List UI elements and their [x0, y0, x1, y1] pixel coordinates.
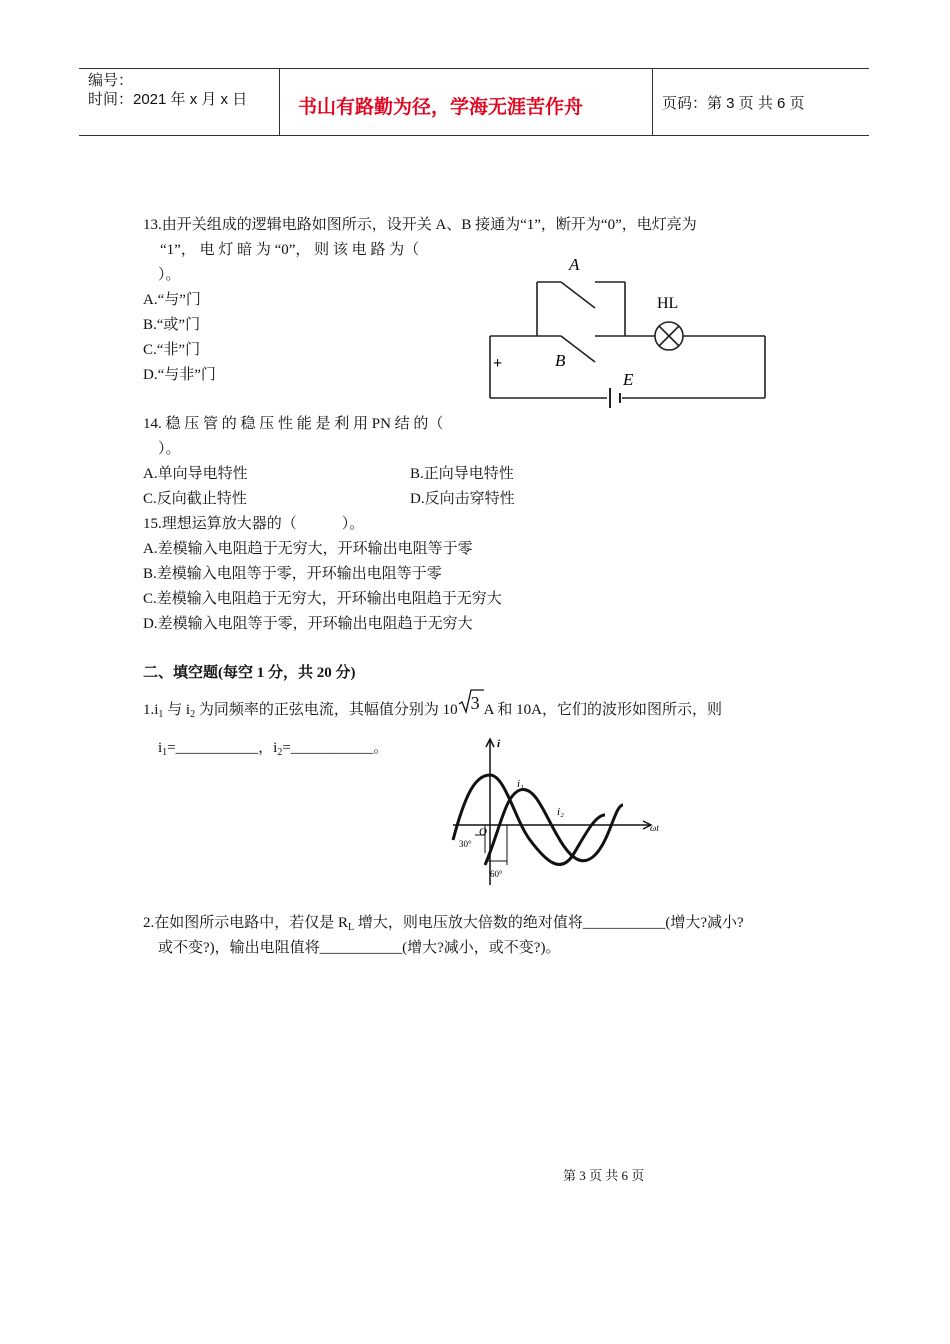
fill1-fig-axis-wt: ωt: [650, 823, 659, 833]
fill1-fig-angle-60: 60°: [490, 869, 503, 879]
q14-option-b: B.正向导电特性: [410, 466, 514, 482]
fill1-stem-mid2: 为同频率的正弦电流，其幅值分别为 10: [195, 702, 458, 718]
q13-fig-label-hl: HL: [657, 295, 679, 312]
fill1-fig-angle-30: 30°: [459, 839, 472, 849]
q13-stem-line2: “1”， 电 灯 暗 为 “0”， 则 该 电 路 为（: [160, 242, 420, 258]
fill1-answer-line: [158, 738, 388, 763]
fill1-waveform-diagram: [445, 735, 675, 890]
fill2-line1-post: 增大，则电压放大倍数的绝对值将___________(增大?减小?: [354, 915, 744, 931]
header-motto: 书山有路勤为径，学海无涯苦作舟: [298, 96, 584, 118]
fill1-sub2: 2: [190, 709, 196, 720]
header-time-label: 时间：2021 年 x 月 x 日: [88, 91, 248, 108]
sqrt-digit: 3: [470, 693, 480, 713]
section-2-title: 二、填空题(每空 1 分，共 20 分): [143, 665, 356, 681]
q15-stem: 15.理想运算放大器的（ ）。: [143, 516, 365, 532]
fill2-line1: [143, 913, 744, 938]
fill1-fig-label-i1: i₁: [517, 778, 524, 790]
fill1-stem-mid1: 与 i: [163, 702, 191, 718]
q14-option-c: C.反向截止特性: [143, 491, 247, 507]
q14-option-d: D.反向击穿特性: [410, 491, 515, 507]
q13-stem-line1: 13.由开关组成的逻辑电路如图所示，设开关 A、B 接通为“1”，断开为“0”，电灯亮为: [143, 217, 697, 233]
fill1-answer-i1-label: i: [158, 740, 163, 756]
q13-fig-label-b: B: [555, 351, 566, 370]
fill2-line1-pre: 2.在如图所示电路中，若仅是 R: [143, 915, 349, 931]
fill1-answer-i2-label: i: [273, 740, 278, 756]
q13-option-b: B.“或”门: [143, 317, 201, 333]
fill1-fig-axis-i: i: [497, 738, 501, 750]
header-page-info: 页码：第 3 页 共 6 页: [662, 95, 805, 112]
fill2-line1-sub: L: [348, 922, 355, 933]
fill1-stem: [143, 693, 722, 725]
header-divider-1: [279, 68, 280, 136]
footer-page-number: 第 3 页 共 6 页: [563, 1168, 645, 1183]
q15-option-b: B.差模输入电阻等于零，开环输出电阻等于零: [143, 566, 442, 582]
q14-stem-line2: ）。: [158, 441, 181, 457]
header-bottom-rule: [79, 135, 869, 136]
header-divider-2: [652, 68, 653, 136]
fill1-fig-label-o: O: [479, 826, 487, 838]
q15-option-d: D.差模输入电阻等于零，开环输出电阻趋于无穷大: [143, 616, 473, 632]
header-top-rule: [79, 68, 869, 69]
fill1-stem-pre: 1.i: [143, 702, 159, 718]
fill1-stem-post: A 和 10A，它们的波形如图所示，则: [483, 702, 722, 718]
fill2-line2: 或不变?)，输出电阻值将___________(增大?减小，或不变?)。: [158, 940, 561, 956]
fill1-answer-i1-sub: 1: [162, 747, 168, 758]
q13-option-a: A.“与”门: [143, 292, 201, 308]
q13-fig-label-a: A: [569, 255, 580, 274]
q15-option-a: A.差模输入电阻趋于无穷大，开环输出电阻等于零: [143, 541, 473, 557]
fill1-fig-label-i2: i₂: [557, 806, 564, 818]
fill1-answer-i2-blank[interactable]: =___________。: [282, 740, 389, 756]
fill1-answer-i2-sub: 2: [277, 747, 283, 758]
q13-fig-label-plus: +: [493, 355, 503, 372]
fill1-sub1: 1: [158, 709, 164, 720]
q13-option-d: D.“与非”门: [143, 367, 216, 383]
q14-stem-line1: 14. 稳 压 管 的 稳 压 性 能 是 利 用 PN 结 的（: [143, 416, 444, 432]
sqrt-symbol: [458, 693, 484, 716]
q13-circuit-diagram: [485, 250, 775, 410]
fill1-answer-i1-blank[interactable]: =___________，: [167, 740, 274, 756]
q13-option-c: C.“非”门: [143, 342, 201, 358]
q13-fig-label-e: E: [623, 370, 634, 389]
q14-option-a: A.单向导电特性: [143, 466, 248, 482]
header-number-label: 编号：: [88, 72, 134, 89]
q13-stem-line3: ）。: [158, 267, 181, 283]
q15-option-c: C.差模输入电阻趋于无穷大，开环输出电阻趋于无穷大: [143, 591, 502, 607]
